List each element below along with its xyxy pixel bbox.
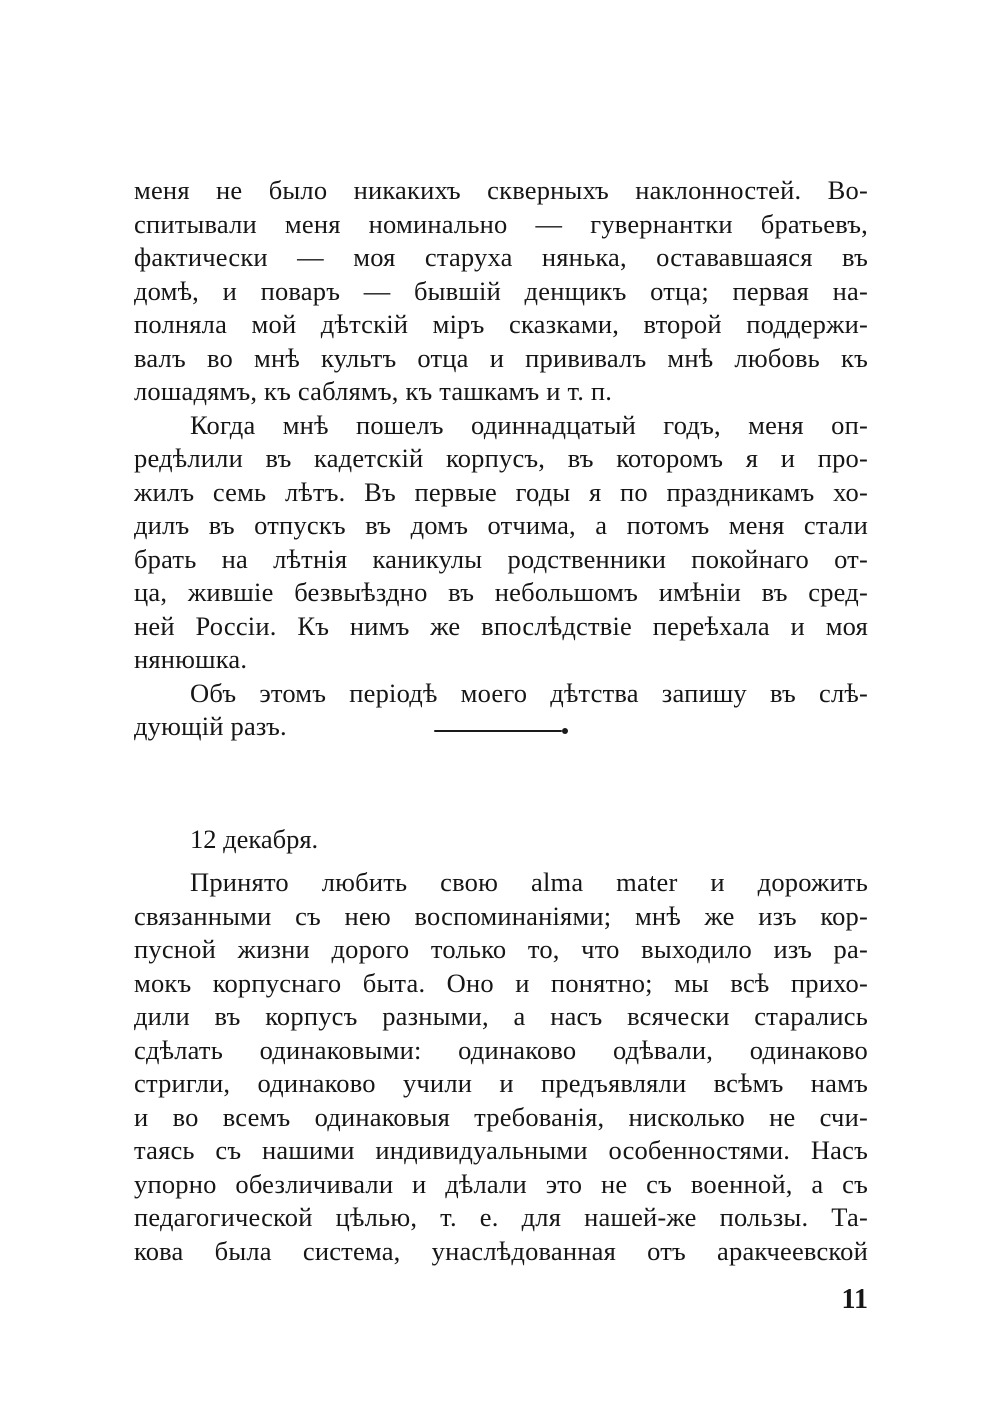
text-line: нянюшка. [134, 644, 248, 674]
divider-rule [434, 730, 562, 732]
text-line: упорно обезличивали и дѣлали это не съ военной, а съ [134, 1168, 868, 1199]
text-line: валъ во мнѣ культъ отца и прививалъ мнѣ любовь къ [134, 342, 868, 373]
text-line: жилъ семь лѣтъ. Въ первые годы я по праздникамъ хо- [134, 476, 868, 507]
text-line: Когда мнѣ пошелъ одиннадцатый годъ, меня оп- [190, 409, 868, 440]
text-line: пусной жизни дорого только то, что выходило изъ ра- [134, 934, 868, 964]
text-line: дилъ въ отпускъ въ домъ отчима, а потомъ меня стали [134, 510, 868, 540]
text-line: лошадямъ, къ саблямъ, къ ташкамъ и т. п. [134, 376, 613, 406]
text-line: дующiй разъ. [134, 711, 287, 741]
text-line: Принято любить свою alma mater и дорожить [190, 867, 868, 897]
text-line: мокъ корпуснаго быта. Оно и понятно; мы всѣ прихо- [134, 967, 868, 998]
text-line: сдѣлать одинаковыми: одинаково одѣвали, одинаково [134, 1034, 868, 1065]
text-line: полняла мой дѣтскiй мiръ сказками, второй поддержи- [134, 309, 868, 339]
text-line: фактически — моя старуха нянька, остававшаяся въ [134, 242, 868, 272]
text-line: ца, жившiе безвыѣздно въ небольшомъ имѣнiи въ сред- [134, 577, 868, 607]
text-line: кова была система, унаслѣдованная отъ аракчеевской [134, 1235, 868, 1266]
page-number: 11 [841, 1284, 868, 1315]
section-divider [434, 728, 568, 733]
text-line: ней Россiи. Къ нимъ же впослѣдствiе переѣхала и моя [134, 610, 868, 641]
entry-date-heading: 12 декабря. [190, 824, 319, 854]
text-line: связанными съ нею воспоминанiями; мнѣ же изъ кор- [134, 900, 868, 931]
text-line: домѣ, и поваръ — бывшiй денщикъ отца; первая на- [134, 275, 868, 306]
text-line: спитывали меня номинально — гувернантки братьевъ, [134, 208, 868, 239]
text-line: и во всемъ одинаковыя требованiя, нисколько не счи- [134, 1101, 868, 1132]
text-line: Объ этомъ перiодѣ моего дѣтства запишу въ слѣ- [190, 677, 868, 708]
text-line: стригли, одинаково учили и предъявляли всѣмъ намъ [134, 1068, 868, 1098]
text-line: педагогической цѣлью, т. е. для нашей-же пользы. Та- [134, 1202, 868, 1232]
entry-text [134, 866, 868, 1268]
text-line: редѣлили въ кадетскiй корпусъ, въ которомъ я и про- [134, 443, 868, 473]
divider-dot [562, 728, 568, 734]
text-line: таясь съ нашими индивидуальными особенностями. Насъ [134, 1135, 868, 1165]
text-line: дили въ корпусъ разными, а насъ всячески старались [134, 1001, 868, 1031]
text-line: брать на лѣтнiя каникулы родственники покойнаго от- [134, 543, 868, 574]
section-text-continued [134, 174, 868, 744]
text-line: меня не было никакихъ скверныхъ наклонностей. Во- [134, 175, 868, 205]
